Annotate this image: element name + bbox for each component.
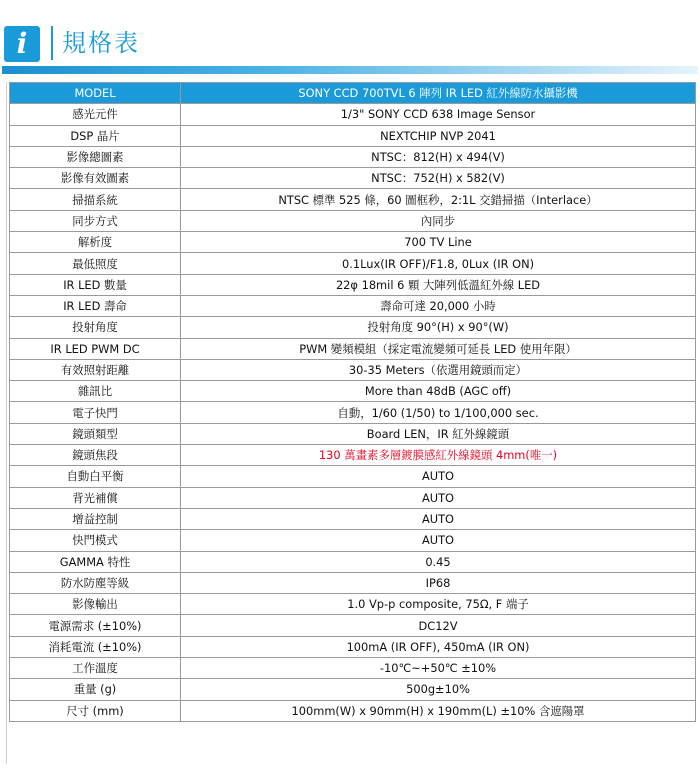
spec-value: DC12V [181,615,696,636]
spec-label: 影像有效圖素 [10,168,181,189]
spec-label: 電源需求 (±10%) [10,615,181,636]
table-row [10,679,696,700]
table-row [10,700,696,721]
spec-label: 消耗電流 (±10%) [10,636,181,657]
spec-value: AUTO [181,508,696,529]
table-row [10,253,696,274]
spec-value: -10℃~+50℃ ±10% [181,658,696,679]
spec-label: IR LED 數量 [10,274,181,295]
table-row [10,402,696,423]
table-row [10,168,696,189]
spec-value: AUTO [181,466,696,487]
spec-value: NTSC 標準 525 條，60 圖框秒，2:1L 交錯掃描（Interlace） [181,189,696,210]
spec-value: 投射角度 90°(H) x 90°(W) [181,317,696,338]
table-row [10,487,696,508]
spec-label: 同步方式 [10,210,181,231]
spec-label: 感光元件 [10,104,181,125]
table-row [10,232,696,253]
spec-value: 1/3" SONY CCD 638 Image Sensor [181,104,696,125]
table-row [10,189,696,210]
table-row [10,508,696,529]
spec-label: 防水防塵等級 [10,572,181,593]
spec-value: 壽命可達 20,000 小時 [181,295,696,316]
spec-label: 背光補償 [10,487,181,508]
spec-label: 解析度 [10,232,181,253]
spec-label: 投射角度 [10,317,181,338]
table-row [10,338,696,359]
spec-value: 22φ 18mil 6 顆 大陣列低溫紅外線 LED [181,274,696,295]
spec-value: NEXTCHIP NVP 2041 [181,125,696,146]
page-title: 規格表 [62,29,140,57]
spec-value: 130 萬畫素多層鍍膜感紅外線鏡頭 4mm(唯一) [181,445,696,466]
spec-label: IR LED PWM DC [10,338,181,359]
table-row [10,359,696,380]
spec-value: 100mm(W) x 90mm(H) x 190mm(L) ±10% 含遮陽罩 [181,700,696,721]
table-row [10,381,696,402]
spec-value: 0.45 [181,551,696,572]
spec-label: 增益控制 [10,508,181,529]
header-label-cell: MODEL [10,83,181,104]
spec-value: AUTO [181,487,696,508]
spec-value: Board LEN，IR 紅外線鏡頭 [181,423,696,444]
table-header-row [10,83,696,104]
spec-label: 影像總圖素 [10,146,181,167]
table-row [10,466,696,487]
spec-value: 內同步 [181,210,696,231]
header-gradient-bar [2,66,698,74]
spec-value: 自動，1/60 (1/50) to 1/100,000 sec. [181,402,696,423]
table-row [10,146,696,167]
spec-value: NTSC：752(H) x 582(V) [181,168,696,189]
spec-label: 自動白平衡 [10,466,181,487]
table-row [10,274,696,295]
table-row [10,658,696,679]
spec-label: 重量 (g) [10,679,181,700]
spec-value: 1.0 Vp-p composite, 75Ω, F 端子 [181,594,696,615]
spec-value: 0.1Lux(IR OFF)/F1.8, 0Lux (IR ON) [181,253,696,274]
table-row [10,423,696,444]
spec-label: DSP 晶片 [10,125,181,146]
spec-value: 500g±10% [181,679,696,700]
spec-label: GAMMA 特性 [10,551,181,572]
header-divider [51,26,53,60]
table-row [10,594,696,615]
spec-table-body [10,104,696,722]
spec-label: 工作溫度 [10,658,181,679]
table-row [10,295,696,316]
spec-label: 尺寸 (mm) [10,700,181,721]
page-header [0,0,700,80]
table-row [10,445,696,466]
spec-value: IP68 [181,572,696,593]
spec-value: PWM 變頻模組（採定電流變頻可延長 LED 使用年限） [181,338,696,359]
spec-label: 最低照度 [10,253,181,274]
table-row [10,636,696,657]
table-row [10,572,696,593]
spec-label: 鏡頭類型 [10,423,181,444]
table-row [10,317,696,338]
spec-value: 700 TV Line [181,232,696,253]
table-row [10,104,696,125]
spec-label: 掃描系統 [10,189,181,210]
table-row [10,125,696,146]
info-icon: i [4,26,40,62]
spec-label: IR LED 壽命 [10,295,181,316]
spec-label: 電子快門 [10,402,181,423]
spec-value: NTSC：812(H) x 494(V) [181,146,696,167]
spec-label: 鏡頭焦段 [10,445,181,466]
table-row [10,210,696,231]
spec-value: AUTO [181,530,696,551]
spec-value: 100mA (IR OFF), 450mA (IR ON) [181,636,696,657]
table-row [10,551,696,572]
spec-label: 有效照射距離 [10,359,181,380]
spec-value: 30-35 Meters（依選用鏡頭而定） [181,359,696,380]
spec-label: 雜訊比 [10,381,181,402]
spec-label: 影像輸出 [10,594,181,615]
spec-value: More than 48dB (AGC off) [181,381,696,402]
spec-table [9,82,696,722]
left-edge-line [6,82,7,764]
spec-label: 快門模式 [10,530,181,551]
table-row [10,530,696,551]
header-value-cell: SONY CCD 700TVL 6 陣列 IR LED 紅外線防水攝影機 [181,83,696,104]
table-row [10,615,696,636]
